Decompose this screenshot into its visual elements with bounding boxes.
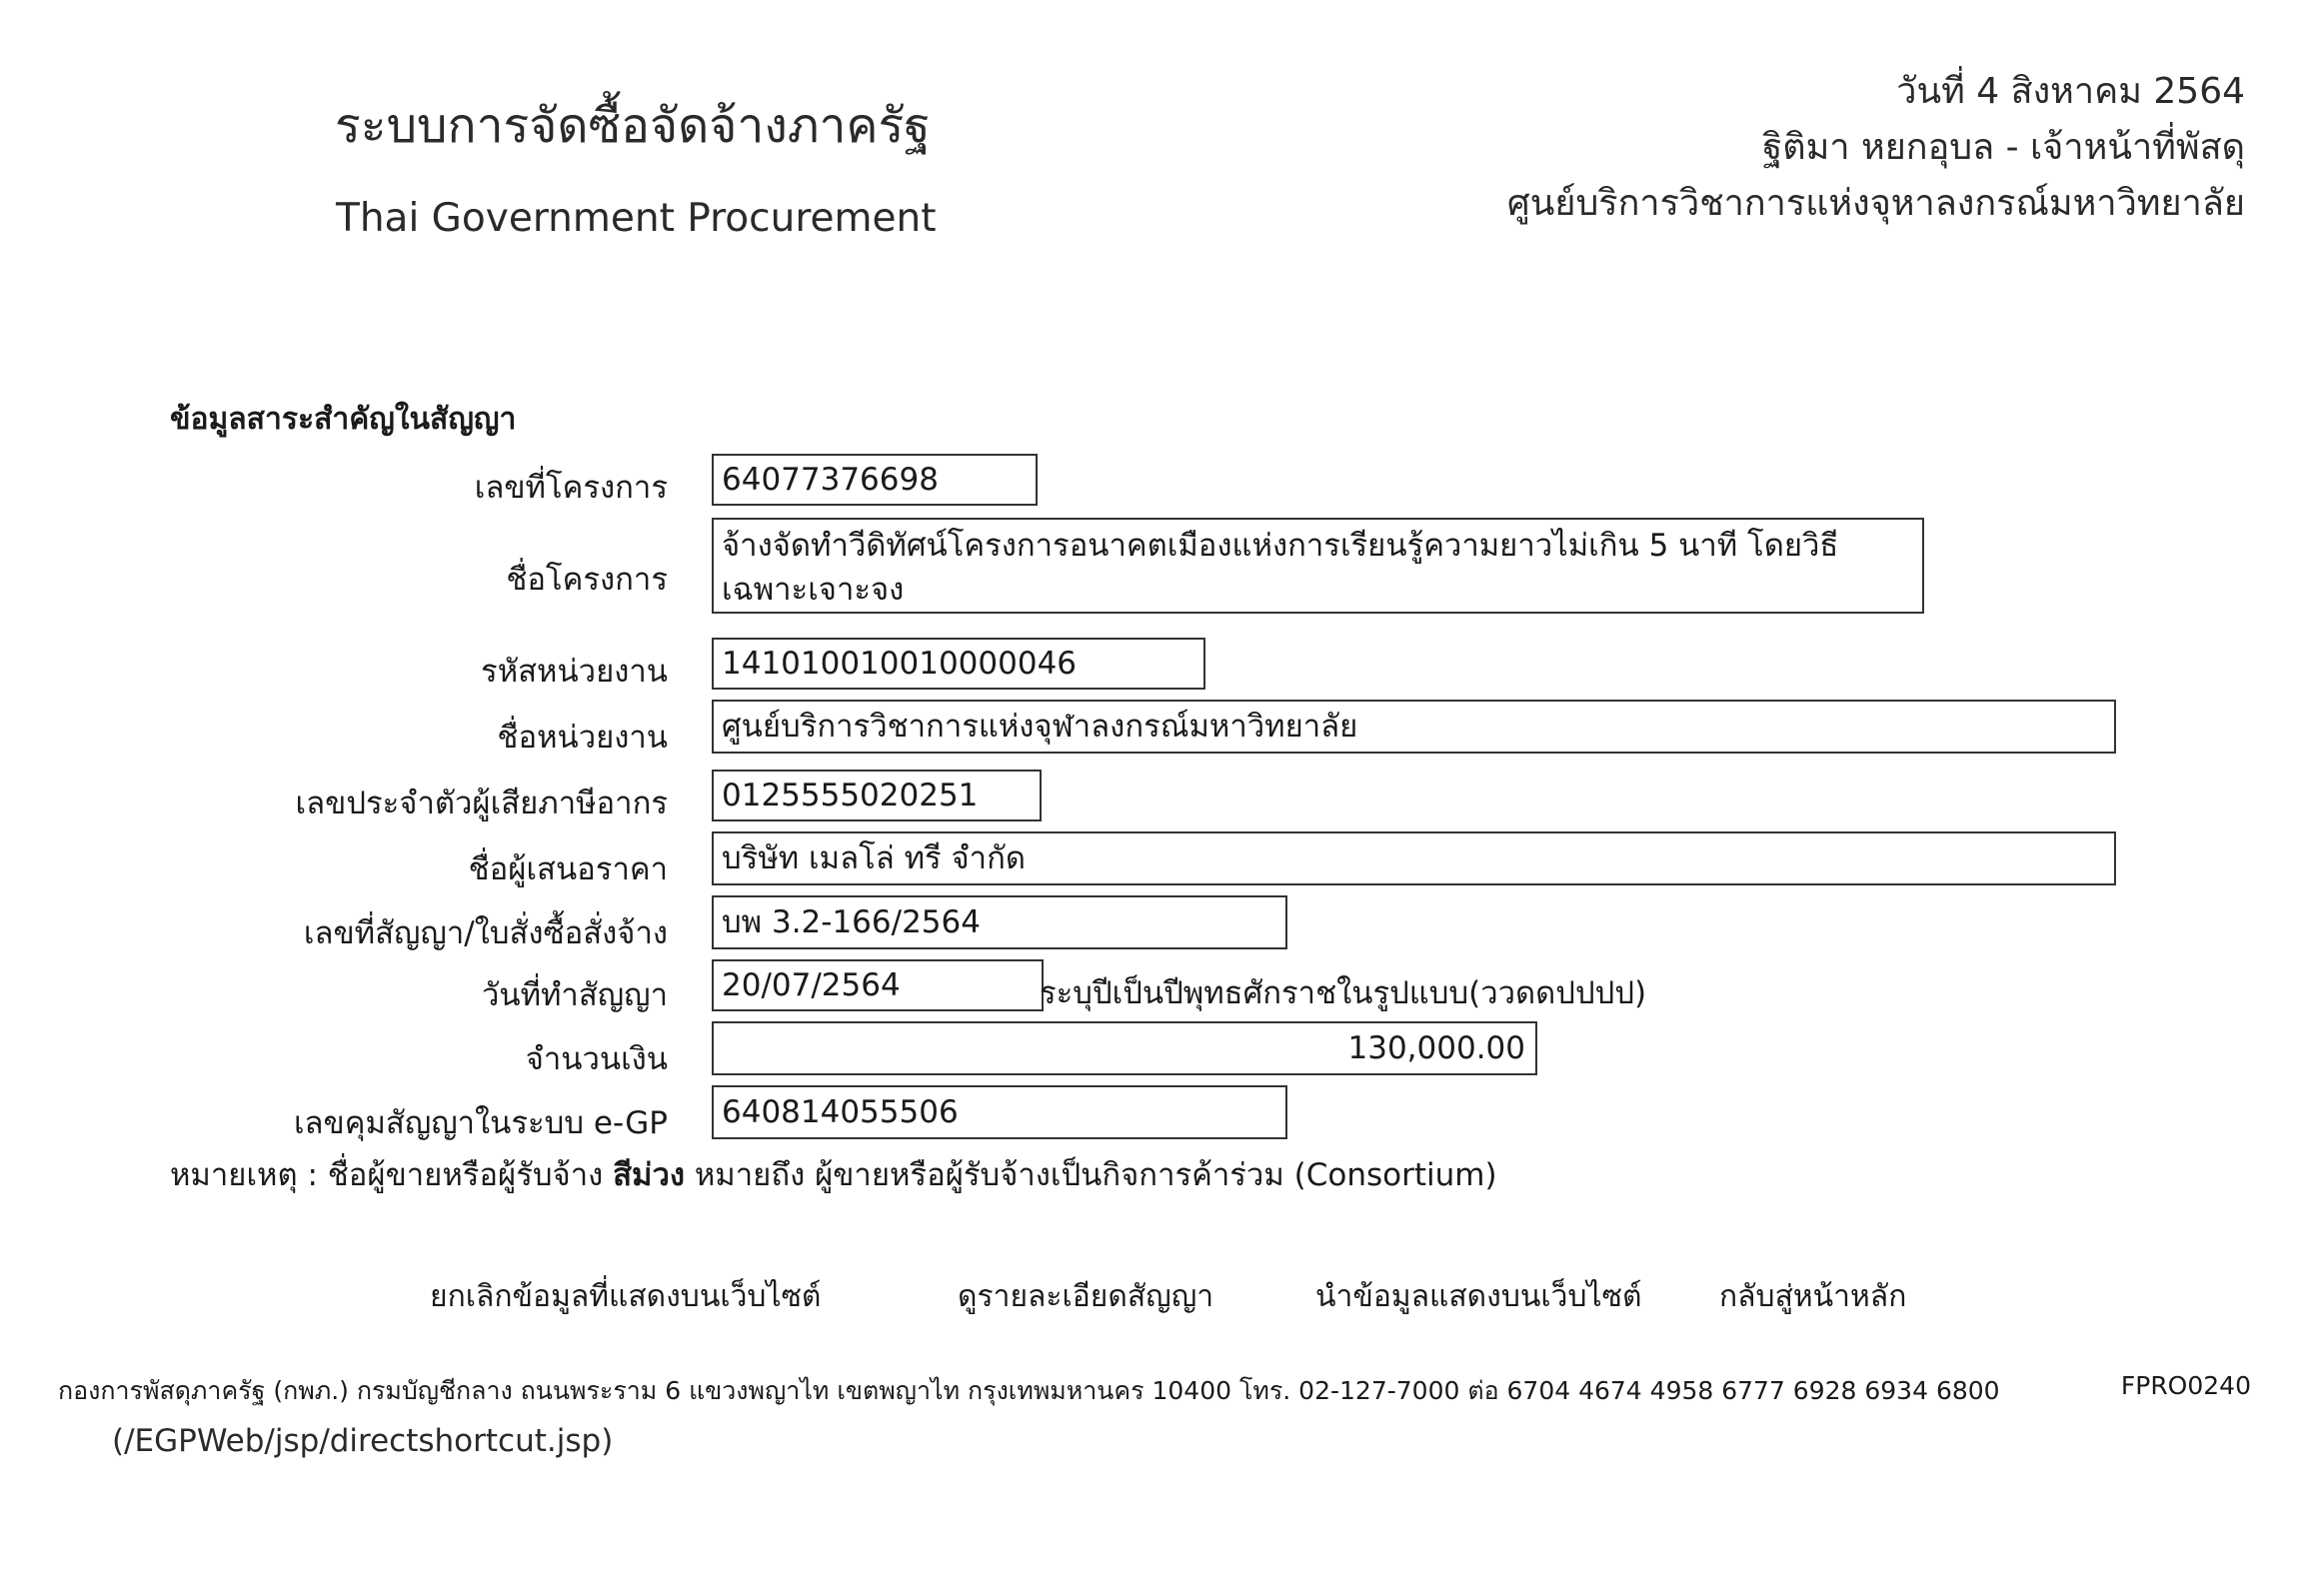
project-name-field[interactable]: จ้างจัดทำวีดิทัศน์โครงการอนาคตเมืองแห่งการเรียนรู้ความยาวไม่เกิน 5 นาที โดยวิธีเฉพาะเจาะจง — [712, 518, 1924, 614]
amount-label: จำนวนเงิน — [525, 1041, 668, 1077]
project-no-label: เลขที่โครงการ — [474, 470, 668, 506]
footer-page-code: FPRO0240 — [2120, 1371, 2251, 1400]
contract-no-label: เลขที่สัญญา/ใบสั่งซื้อสั่งจ้าง — [303, 915, 668, 951]
footer-contact-info: กองการพัสดุภาครัฐ (กพภ.) กรมบัญชีกลาง ถนนพระราม 6 แขวงพญาไท เขตพญาไท กรุงเทพมหานคร 10400 โทร. 02-127-7000 ต่อ 6704 4674 4958 6777 6928 6934 6800 — [58, 1376, 2000, 1405]
system-title-thai: ระบบการจัดซื้อจัดจ้างภาครัฐ — [335, 98, 931, 154]
view-contract-link[interactable]: ดูรายละเอียดสัญญา — [958, 1279, 1214, 1314]
publish-link[interactable]: นำข้อมูลแสดงบนเว็บไซต์ — [1315, 1279, 1642, 1314]
dept-name-label: ชื่อหน่วยงาน — [497, 720, 668, 756]
contract-date-label: วันที่ทำสัญญา — [481, 977, 668, 1013]
cancel-publish-link[interactable]: ยกเลิกข้อมูลที่แสดงบนเว็บไซต์ — [430, 1279, 822, 1314]
tax-id-label: เลขประจำตัวผู้เสียภาษีอากร — [295, 786, 668, 821]
dept-code-field[interactable]: 141010010010000046 — [712, 638, 1205, 690]
organization-name: ศูนย์บริการวิชาการแห่งจุหาลงกรณ์มหาวิทยาลัย — [1506, 183, 2245, 224]
dept-code-label: รหัสหน่วยงาน — [481, 654, 668, 690]
project-name-label: ชื่อโครงการ — [506, 562, 668, 598]
bidder-label: ชื่อผู้เสนอราคา — [468, 851, 668, 887]
home-link[interactable]: กลับสู่หน้าหลัก — [1719, 1279, 1907, 1314]
remark-suffix: หมายถึง ผู้ขายหรือผู้รับจ้างเป็นกิจการค้าร่วม (Consortium) — [694, 1157, 1497, 1193]
system-title-english: Thai Government Procurement — [336, 196, 937, 241]
footer-page-path: (/EGPWeb/jsp/directshortcut.jsp) — [112, 1423, 614, 1459]
print-date: วันที่ 4 สิงหาคม 2564 — [1896, 71, 2245, 112]
contract-date-hint: ระบุปีเป็นปีพุทธศักราชในรูปแบบ(ววดดปปปป) — [1040, 975, 1647, 1011]
contract-date-field[interactable]: 20/07/2564 — [712, 959, 1044, 1011]
egp-no-field[interactable]: 640814055506 — [712, 1085, 1287, 1139]
remark-note — [170, 1149, 1497, 1199]
action-bar — [0, 1273, 2307, 1317]
tax-id-field[interactable]: 0125555020251 — [712, 770, 1042, 821]
contract-no-field[interactable]: บพ 3.2-166/2564 — [712, 895, 1287, 949]
section-heading: ข้อมูลสาระสำคัญในสัญญา — [170, 402, 517, 437]
dept-name-field[interactable]: ศูนย์บริการวิชาการแห่งจุฬาลงกรณ์มหาวิทยาลัย — [712, 700, 2116, 754]
project-no-field[interactable]: 64077376698 — [712, 454, 1038, 506]
remark-emphasis: สีม่วง — [613, 1157, 686, 1193]
user-info-block — [1507, 64, 2245, 232]
egp-no-label: เลขคุมสัญญาในระบบ e-GP — [293, 1105, 668, 1141]
remark-prefix: หมายเหตุ : ชื่อผู้ขายหรือผู้รับจ้าง — [170, 1157, 604, 1193]
amount-field[interactable]: 130,000.00 — [712, 1021, 1537, 1075]
officer-name: ฐิติมา หยกอุบล - เจ้าหน้าที่พัสดุ — [1762, 127, 2245, 168]
bidder-field[interactable]: บริษัท เมลโล่ ทรี จำกัด — [712, 831, 2116, 885]
